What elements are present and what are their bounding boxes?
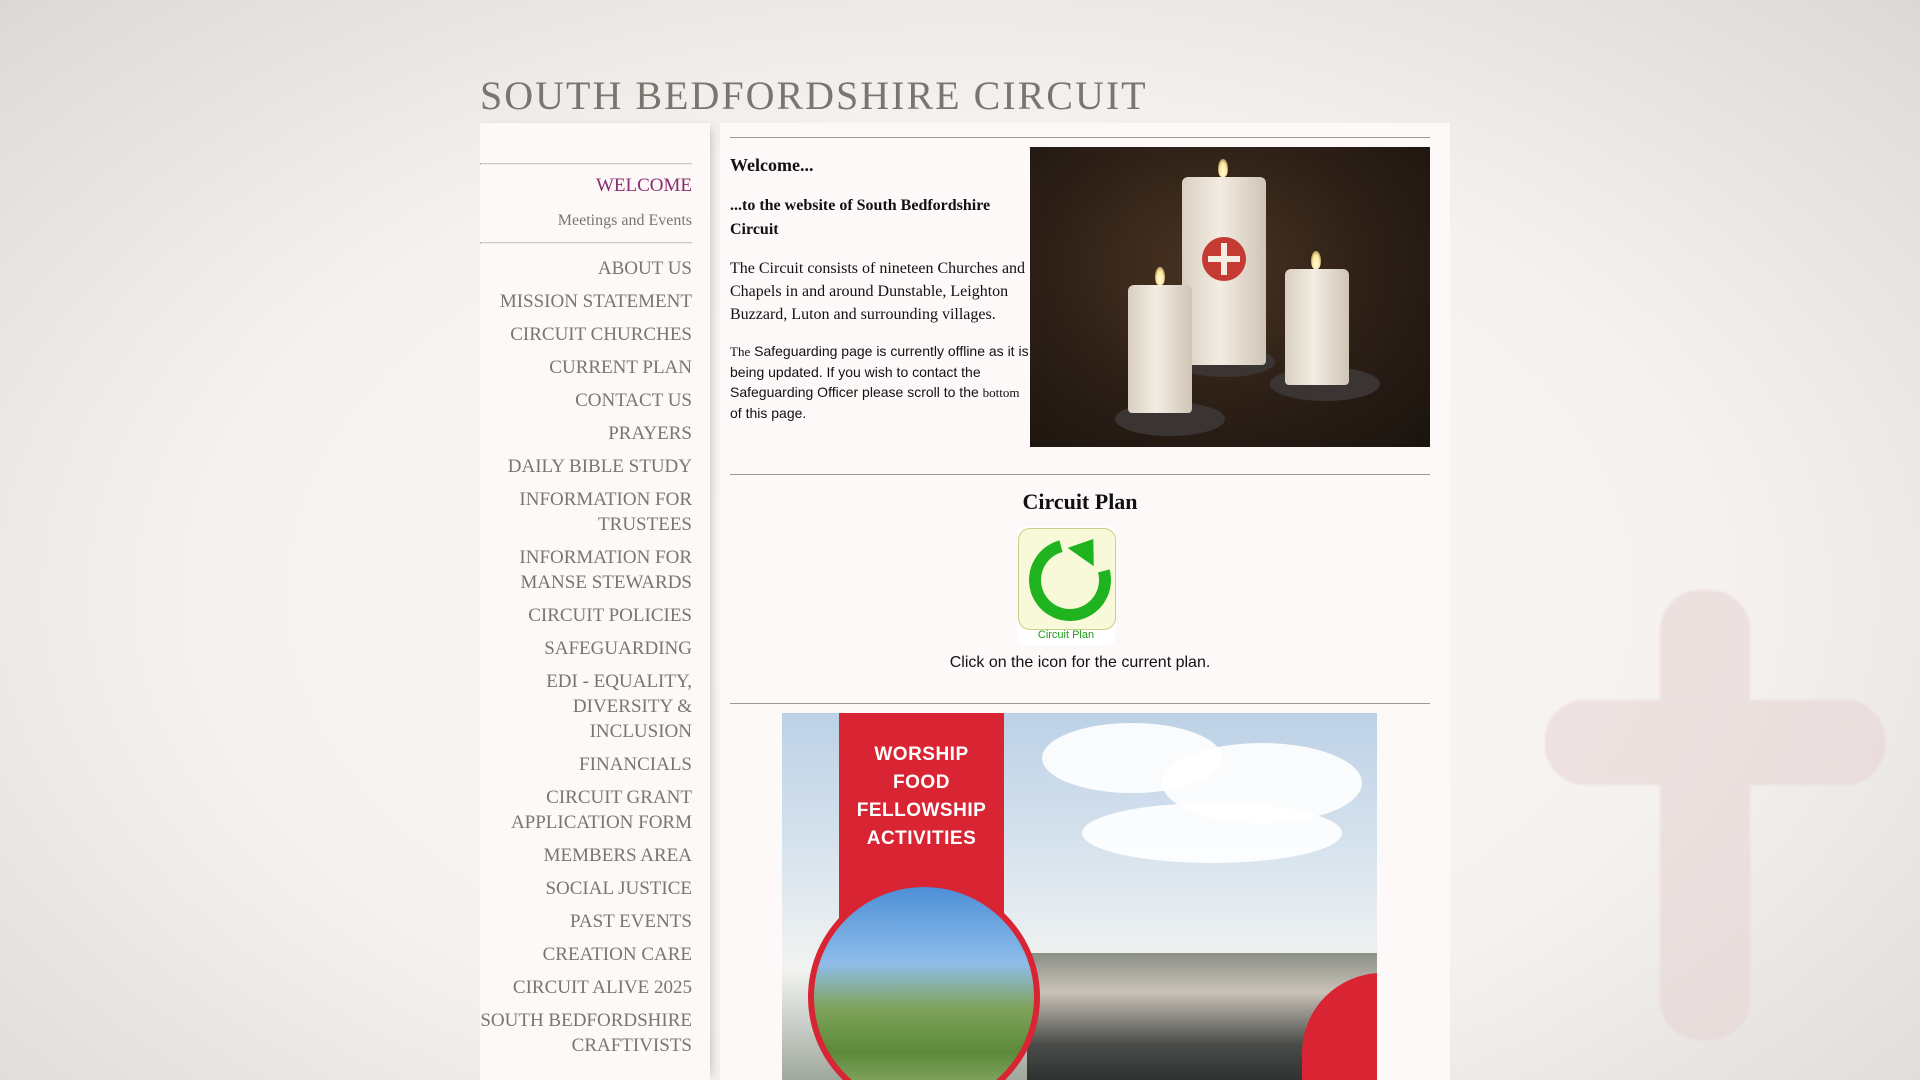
notice-word-bottom: bottom [982, 385, 1020, 400]
nav-item-information-for-trustees[interactable]: INFORMATION FOR TRUSTEES [519, 489, 692, 535]
nav-subitem-meetings-and-events[interactable]: Meetings and Events [557, 212, 692, 229]
nav-item-welcome[interactable]: WELCOME [595, 175, 692, 196]
nav-item-current-plan[interactable]: CURRENT PLAN [549, 357, 692, 378]
circuit-plan-heading: Circuit Plan [1022, 489, 1138, 514]
sidebar [480, 123, 710, 1080]
event-poster-image [782, 713, 1377, 1080]
refresh-icon [1018, 528, 1116, 630]
circuit-plan-icon-label: Circuit Plan [1037, 629, 1095, 641]
poster-line-worship: WORSHIP [874, 744, 969, 765]
nav-item-circuit-grant-application-form[interactable]: CIRCUIT GRANT APPLICATION FORM [510, 787, 692, 833]
main-content [720, 123, 1450, 1080]
poster-banner-text [839, 741, 1004, 853]
methodist-logo [1202, 237, 1246, 281]
candles-image [1030, 147, 1430, 447]
nav-item-edi[interactable]: EDI - EQUALITY, DIVERSITY & INCLUSION [546, 671, 692, 742]
nav-item-financials[interactable]: FINANCIALS [579, 754, 692, 775]
circuit-plan-icon-link[interactable] [1017, 527, 1115, 645]
nav-item-circuit-alive-2025[interactable]: CIRCUIT ALIVE 2025 [512, 977, 692, 998]
main-nav [480, 163, 692, 1062]
welcome-description: The Circuit consists of nineteen Churches and Chapels in and around Dunstable, Leighton Buzzard, Luton and surrounding villages. [730, 260, 1026, 323]
nav-item-safeguarding[interactable]: SAFEGUARDING [544, 638, 692, 659]
welcome-subheading: ...to the website of South Bedfordshire Circuit [730, 197, 991, 238]
nav-item-circuit-policies[interactable]: CIRCUIT POLICIES [528, 605, 692, 626]
notice-body: Safeguarding page is currently offline as it is being updated. If you wish to contact the Safeguarding Officer please scroll to the [730, 343, 1029, 400]
nav-item-information-for-manse-stewards[interactable]: INFORMATION FOR MANSE STEWARDS [519, 547, 692, 593]
nav-item-about-us[interactable]: ABOUT US [597, 258, 692, 279]
nav-item-creation-care[interactable]: CREATION CARE [542, 944, 692, 965]
page-container [460, 0, 1460, 1080]
nav-item-circuit-churches[interactable]: CIRCUIT CHURCHES [510, 324, 692, 345]
nav-item-past-events[interactable]: PAST EVENTS [570, 911, 692, 932]
poster-line-food: FOOD [893, 772, 950, 793]
nav-divider [480, 242, 692, 244]
welcome-heading: Welcome... [730, 155, 814, 175]
nav-item-social-justice[interactable]: SOCIAL JUSTICE [545, 878, 692, 899]
circuit-plan-caption: Click on the icon for the current plan. [949, 654, 1211, 671]
content-divider [730, 474, 1430, 475]
notice-word-the: The [730, 344, 751, 359]
nav-item-contact-us[interactable]: CONTACT US [575, 390, 692, 411]
safeguarding-notice [730, 341, 1035, 423]
notice-end: of this page. [730, 405, 807, 421]
nav-item-members-area[interactable]: MEMBERS AREA [543, 845, 692, 866]
nav-item-south-bedfordshire-craftivists[interactable]: SOUTH BEDFORDSHIRE CRAFTIVISTS [480, 1010, 692, 1056]
nav-item-daily-bible-study[interactable]: DAILY BIBLE STUDY [507, 456, 692, 477]
nav-item-prayers[interactable]: PRAYERS [608, 423, 692, 444]
content-divider-top [730, 137, 1430, 138]
content-divider [730, 703, 1430, 704]
site-title[interactable]: SOUTH BEDFORDSHIRE CIRCUIT [480, 73, 1148, 118]
poster-line-activities: ACTIVITIES [866, 828, 977, 849]
nav-item-mission-statement[interactable]: MISSION STATEMENT [499, 291, 692, 312]
poster-line-fellowship: FELLOWSHIP [856, 800, 987, 821]
